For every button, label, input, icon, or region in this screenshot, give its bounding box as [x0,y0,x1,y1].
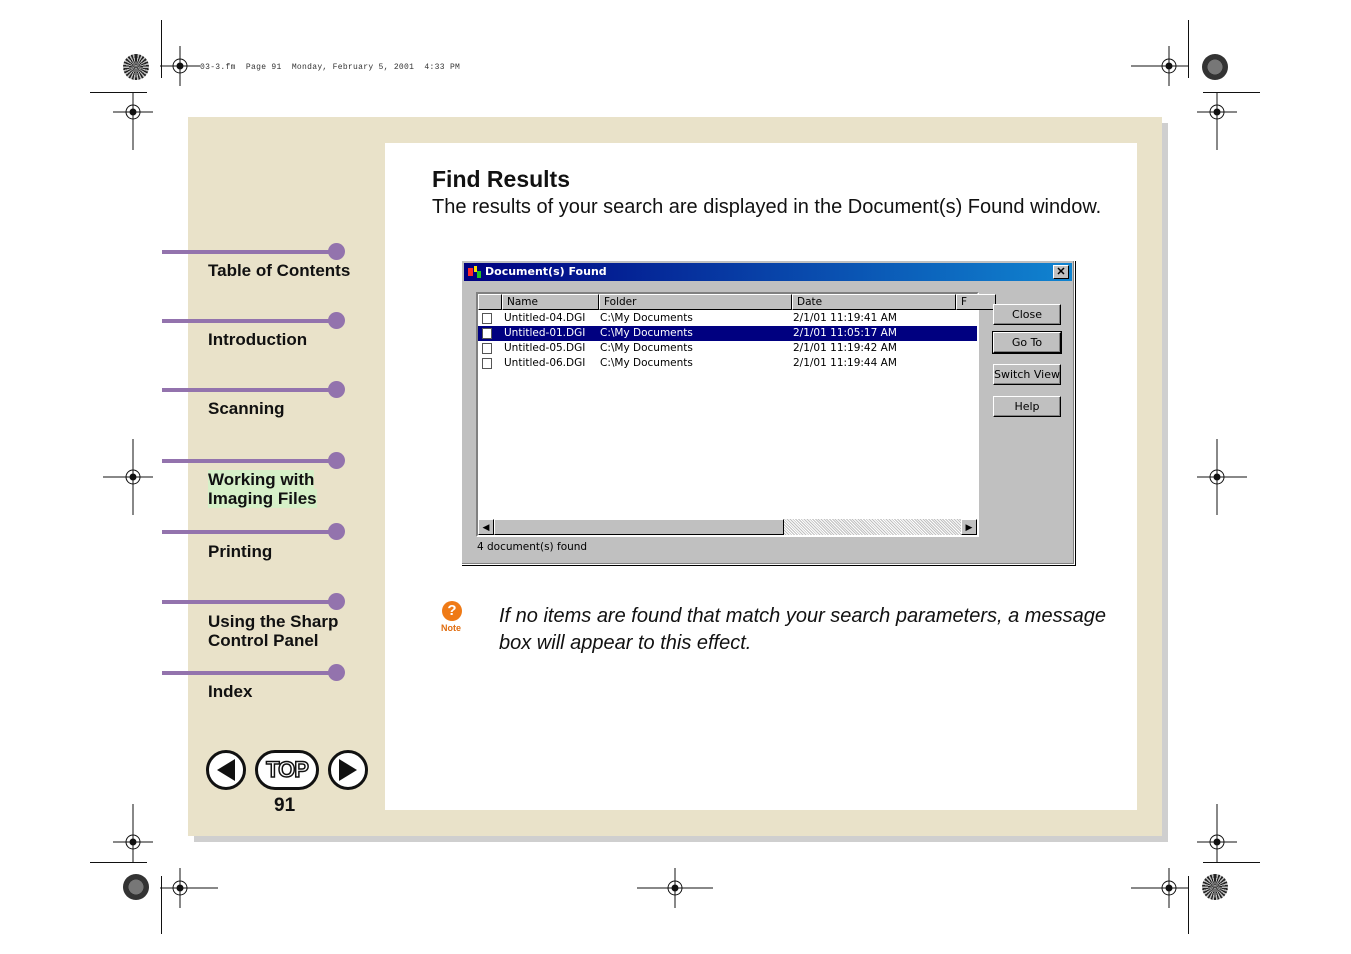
row-name: Untitled-05.DGI [504,342,586,354]
app-icon [468,266,481,278]
print-header: 03-3.fm Page 91 Monday, February 5, 2001 4:33 PM [200,63,461,72]
table-row[interactable] [478,356,977,371]
previous-page-button[interactable] [206,750,246,790]
file-icon [482,358,492,369]
scrollbar-thumb[interactable] [494,519,784,535]
sidebar-item-scanning[interactable]: Scanning [208,399,285,418]
note-label: Note [441,623,461,633]
top-button[interactable] [255,750,319,790]
status-text: 4 document(s) found [477,541,588,553]
note-text: If no items are found that match your search parameters, a message box will appear to this effect. [499,605,1106,654]
table-row[interactable] [478,341,977,356]
nav-bullet-icon [328,452,345,469]
nav-bullet-icon [328,593,345,610]
sidebar-item-sharp-control-panel[interactable] [208,612,338,650]
note-icon: ? [442,601,462,621]
file-icon [482,343,492,354]
row-date: 2/1/01 11:19:44 AM [793,357,897,369]
sidebar-item-working-with-imaging-files[interactable] [208,470,317,508]
nav-bullet-icon [328,523,345,540]
column-header-folder[interactable]: Folder [599,294,792,310]
nav-divider [162,530,338,534]
sidebar-item-printing[interactable]: Printing [208,542,273,561]
arrow-right-icon [331,753,365,787]
switch-view-button[interactable]: Switch View [993,364,1061,385]
sidebar-item-table-of-contents[interactable]: Table of Contents [208,261,351,280]
file-icon [482,313,492,324]
page-number: 91 [274,795,296,816]
sidebar-item-label-line1: Using the Sharp [208,612,339,631]
row-date: 2/1/01 11:05:17 AM [793,327,897,339]
row-name: Untitled-06.DGI [504,357,586,369]
row-name: Untitled-04.DGI [504,312,586,324]
nav-bullet-icon [328,664,345,681]
scrollbar-track[interactable] [784,519,961,535]
nav-divider [162,250,338,254]
next-page-button[interactable] [328,750,368,790]
documents-found-dialog [461,260,1075,565]
horizontal-scrollbar[interactable] [478,519,977,535]
row-folder: C:\My Documents [600,327,693,339]
file-icon [482,328,492,339]
results-list[interactable] [476,292,979,537]
sidebar-item-label-line2: Control Panel [208,631,319,650]
go-to-button[interactable]: Go To [993,332,1061,353]
nav-divider [162,319,338,323]
nav-divider [162,671,338,675]
row-folder: C:\My Documents [600,342,693,354]
close-icon[interactable]: ✕ [1053,265,1069,279]
row-folder: C:\My Documents [600,312,693,324]
dialog-title-bar [464,263,1072,281]
nav-divider [162,388,338,392]
intro-paragraph: The results of your search are displayed in the Document(s) Found window. [432,196,1102,218]
nav-bullet-icon [328,243,345,260]
row-name: Untitled-01.DGI [504,327,586,339]
column-header-name[interactable]: Name [502,294,599,310]
nav-bullet-icon [328,381,345,398]
dialog-title: Document(s) Found [485,265,607,278]
sidebar-item-introduction[interactable]: Introduction [208,330,308,349]
close-button[interactable]: Close [993,304,1061,325]
scroll-right-icon[interactable]: ▶ [961,519,977,535]
sidebar-item-index[interactable]: Index [208,682,253,701]
column-header-date[interactable]: Date [792,294,956,310]
nav-bullet-icon [328,312,345,329]
table-row[interactable] [478,311,977,326]
row-date: 2/1/01 11:19:42 AM [793,342,897,354]
table-row-selected[interactable] [478,326,977,341]
sidebar-item-label-line1: Working with [208,470,315,489]
nav-divider [162,600,338,604]
page-title: Find Results [432,166,571,192]
help-button[interactable]: Help [993,396,1061,417]
sidebar-item-label-line2: Imaging Files [208,489,317,508]
column-header-f[interactable]: F [956,294,996,310]
column-header-icon[interactable] [478,294,502,310]
scroll-left-icon[interactable]: ◀ [478,519,494,535]
top-button-label: TOP [266,757,308,782]
row-date: 2/1/01 11:19:41 AM [793,312,897,324]
nav-divider [162,459,338,463]
arrow-left-icon [209,753,243,787]
row-folder: C:\My Documents [600,357,693,369]
